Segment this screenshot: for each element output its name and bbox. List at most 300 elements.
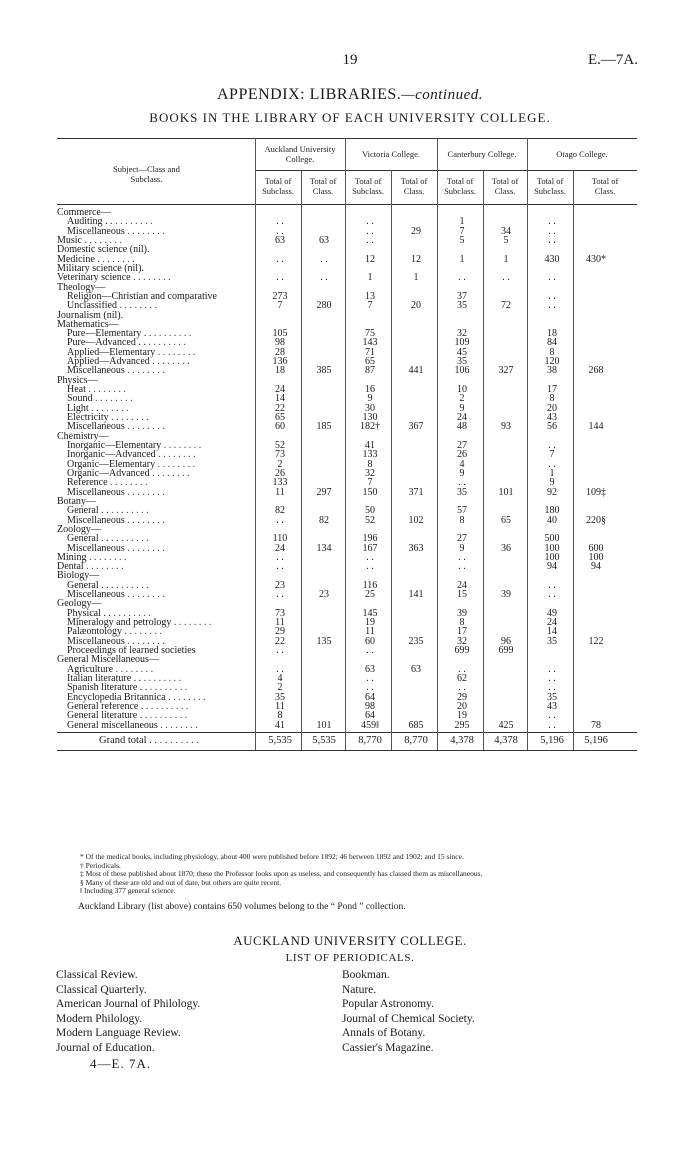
cell-value: 8 [549,393,555,405]
cell-value: 32 [457,328,467,340]
cell-value: . . [276,514,284,526]
cell-value: 9 [459,467,465,479]
row-label: General literature . . . . [57,711,255,721]
cell-value: 87 [365,365,375,377]
cell-value: 11 [275,486,285,498]
cell-value: 1 [459,216,465,228]
cell-value: 430 [544,253,560,265]
row-label: Unclassified . . [57,301,255,311]
cell-value: 25 [365,589,375,601]
cell-value: 8,770 [404,735,428,746]
cell-value: 109 [454,337,470,349]
table-title: BOOKS IN THE LIBRARY OF EACH UNIVERSITY COLLEGE. [149,110,551,125]
cell-value: 699 [454,645,470,657]
cell-value: 8 [549,346,555,358]
row-label: Auditing . . . . [57,217,255,227]
row-label: Military science (nil). [57,263,144,274]
college-name-line1: Auckland University [264,144,336,154]
cell-value: 29 [275,626,285,638]
cell-value: 30 [365,402,375,414]
cell-value: . . [366,216,374,228]
cell-value: . . [458,561,466,573]
cell-value: 430* [586,253,606,265]
cell-value: 24 [547,617,557,629]
cell-value: 2 [459,393,465,405]
cell-value: . . [548,663,556,675]
periodical-item: Modern Philology. [56,1012,143,1025]
cell-value: 36 [501,542,511,554]
cell-value: 84 [547,337,557,349]
row-label: Grand total . . . . [57,736,255,746]
cell-value: 385 [316,365,332,377]
periodical-item: Nature. [342,983,377,996]
cell-value: . . [458,663,466,675]
row-label: Heat . . [57,385,255,395]
cell-value: . . [366,225,374,237]
cell-value: 8 [367,458,373,470]
cell-value: 63 [319,234,329,246]
cell-value: 5 [503,234,509,246]
cell-value: 63 [365,663,375,675]
cell-value: 295 [454,719,470,731]
cell-value: 1 [459,253,465,265]
cell-value: 11 [275,617,285,629]
footnote: * Of the medical books, including physiology, about 400 were published before 1892; 46 between 1892 and 1902; and 15 since. [80,852,464,861]
cell-value: 167 [362,542,378,554]
signature-mark: 4—E. 7A. [90,1056,152,1071]
cell-value: 63 [275,234,285,246]
cell-value: 35 [457,300,467,312]
cell-value: 60 [365,635,375,647]
cell-value: 180 [544,505,560,517]
cell-value: . . [458,682,466,694]
cell-value: 96 [501,635,511,647]
cell-value: 71 [365,346,375,358]
periodicals-right-list [342,968,475,1056]
subject-header-line2: Subclass. [130,174,163,184]
cell-value: 11 [365,626,375,638]
cell-value: 130 [362,412,378,424]
cell-value: 280 [316,300,332,312]
row-label: Sound . . [57,394,255,404]
cell-value: 9 [367,393,373,405]
cell-value: 20 [411,300,421,312]
periodical-item: Cassier's Magazine. [342,1041,434,1054]
cell-value: 133 [362,449,378,461]
cell-value: 8,770 [358,735,382,746]
subheader-line2: Subclass. [444,186,476,196]
cell-value: 82 [319,514,329,526]
cell-value: 75 [365,328,375,340]
cell-value: . . [366,645,374,657]
cell-value: 7 [277,300,283,312]
cell-value: 100 [544,542,560,554]
row-label: Proceedings of learned societies [67,646,196,657]
cell-value: 64 [365,710,375,722]
periodical-item: Bookman. [342,969,390,981]
cell-value: 56 [547,421,557,433]
cell-value: 29 [457,691,467,703]
cell-value: 143 [362,337,378,349]
cell-value: . . [276,589,284,601]
cell-value: . . [276,272,284,284]
cell-value: 26 [457,449,467,461]
cell-value: 1 [367,272,373,284]
cell-value: 2 [277,458,283,470]
row-label: Organic—Elementary . . [57,460,255,470]
row-label: Veterinary science . . [57,273,255,283]
college-header-otago: Otago College. [556,149,608,159]
cell-value: 39 [457,607,467,619]
cell-value: 273 [272,290,288,302]
cell-value: . . [548,710,556,722]
cell-value: 327 [498,365,514,377]
cell-value: . . [276,551,284,563]
periodical-item: Modern Language Review. [56,1027,181,1040]
cell-value: 41 [275,719,285,731]
footnote: ‡ Most of these published about 1870; these the Professor looks upon as useless, and consequently has classed them as miscellaneous. [80,869,483,878]
cell-value: 23 [275,579,285,591]
cell-value: 17 [547,384,557,396]
cell-value: 102 [408,514,424,526]
periodical-item: Annals of Botany. [342,1027,426,1040]
subheader-line2: Class. [494,186,516,196]
row-label: Miscellaneous . . [57,544,255,554]
column-subheader [437,176,483,196]
subheader-line1: Total of [536,176,564,186]
cell-value: 4 [459,458,465,470]
cell-value: 72 [501,300,511,312]
cell-value: . . [366,551,374,563]
periodical-item: Classical Review. [56,969,138,981]
cell-value: 49 [547,607,557,619]
row-label: Miscellaneous . . [57,422,255,432]
row-label: Miscellaneous . . [57,590,255,600]
cell-value: 28 [275,346,285,358]
row-label: Physics— [57,375,98,386]
cell-value: 196 [362,533,378,545]
cell-value: 5,535 [312,735,336,746]
cell-value: 7 [549,449,555,461]
periodical-item: Journal of Education. [56,1041,155,1054]
cell-value: . . [548,216,556,228]
cell-value: 52 [275,440,285,451]
cell-value: 5,196 [584,735,608,746]
row-label: General . . . . [57,534,255,544]
cell-value: 93 [501,421,511,433]
cell-value: 371 [408,486,424,498]
subheader-line2: Class. [312,186,334,196]
cell-value: 120 [544,356,560,368]
row-label: Mineralogy and petrology . . [57,618,255,628]
grand-total-row [57,736,637,746]
cell-value: 134 [316,542,332,554]
cell-value: . . [276,645,284,657]
college-header-victoria: Victoria College. [361,149,421,159]
subheader-line1: Total of [309,176,337,186]
cell-value: 133 [272,477,288,489]
cell-value: 109‡ [586,486,606,498]
cell-value: . . [548,673,556,684]
row-label: Physical . . . . [57,609,255,619]
cell-value: 35 [275,691,285,703]
cell-value: 22 [275,402,285,414]
college-header-auckland [255,144,345,164]
periodicals-left-list [56,968,200,1056]
cell-value: 73 [275,607,285,619]
cell-value: 92 [547,486,557,498]
cell-value: 5,196 [540,735,564,746]
cell-value: 50 [365,505,375,517]
column-subheader [573,176,637,196]
cell-value: 116 [362,579,378,591]
cell-value: 4,378 [450,735,474,746]
cell-value: 98 [275,337,285,349]
footnote: † Periodicals. [80,860,121,870]
column-subheader [345,176,391,196]
periodicals-subtitle: LIST OF PERIODICALS. [285,952,415,964]
cell-value: 27 [457,440,467,451]
periodical-item: Popular Astronomy. [342,998,434,1011]
cell-value: 110 [272,533,288,545]
cell-value: 18 [547,328,557,340]
row-label: Botany— [57,496,96,507]
cell-value: 20 [457,700,467,712]
cell-value: 39 [501,589,511,601]
cell-value: 65 [501,514,511,526]
cell-value: . . [548,440,556,451]
cell-value: 105 [272,328,288,340]
cell-value: . . [548,458,556,470]
cell-value: 34 [501,225,511,237]
subheader-line1: Total of [400,176,428,186]
cell-value: 43 [547,412,557,424]
cell-value: 122 [588,635,604,647]
row-label: Organic—Advanced . . [57,469,255,479]
cell-value: 27 [457,533,467,545]
cell-value: 10 [457,384,467,396]
cell-value: 52 [365,514,375,526]
cell-value: . . [320,272,328,284]
row-label: Miscellaneous . . [57,366,255,376]
cell-value: 363 [408,542,424,554]
cell-value: . . [366,234,374,246]
cell-value: 685 [408,719,424,731]
college-header-canterbury: Canterbury College. [447,149,517,159]
row-label: General miscellaneous . . [57,721,255,731]
cell-value: 24 [275,542,285,554]
column-subheader [483,176,527,196]
row-label: Theology— [57,282,106,293]
cell-value: 101 [498,486,514,498]
cell-value: 14 [547,626,557,638]
cell-value: 15 [457,589,467,601]
cell-value: 40 [547,514,557,526]
cell-value: 136 [272,356,288,368]
row-label: Reference . . [57,478,255,488]
pond-note: Auckland Library (list above) contains 650 volumes belong to the “ Pond ” collection. [78,902,406,912]
cell-value: 13 [365,290,375,302]
cell-value: 4,378 [494,735,518,746]
periodical-item: American Journal of Philology. [56,998,201,1011]
cell-value: 1 [549,467,555,479]
row-label: Biology— [57,571,100,582]
cell-value: 32 [457,635,467,647]
cell-value: 19 [457,710,467,722]
cell-value: 24 [457,412,467,424]
cell-value: 57 [457,505,467,517]
row-label: Light . . [57,404,255,414]
cell-value: 297 [316,486,332,498]
row-label: General Miscellaneous— [57,655,159,666]
subject-header-line1: Subject—Class and [113,164,180,174]
row-label: Inorganic—Advanced . . [57,450,255,460]
cell-value: 19 [365,617,375,629]
cell-value: 7 [459,225,465,237]
cell-value: 4 [277,673,283,684]
row-label: Pure—Elementary . . . . [57,329,255,339]
cell-value: 101 [316,719,332,731]
cell-value: . . [548,579,556,591]
periodical-item: Classical Quarterly. [56,983,147,996]
cell-value: . . [548,589,556,601]
row-label: Zoology— [57,524,101,535]
row-label: General reference . . . . [57,702,255,712]
cell-value: . . [548,225,556,237]
cell-value: 65 [275,412,285,424]
cell-value: 9 [549,477,555,489]
subheader-line2: Class. [403,186,425,196]
cell-value: 100 [544,551,560,563]
cell-value: 12 [365,253,375,265]
cell-value: 35 [457,356,467,368]
cell-value: 45 [457,346,467,358]
subheader-line1: Total of [446,176,474,186]
cell-value: 26 [275,467,285,479]
cell-value: 48 [457,421,467,433]
subheader-line2: Subclass. [534,186,566,196]
cell-value: . . [366,673,374,684]
cell-value: 18 [275,365,285,377]
cell-value: 106 [454,365,470,377]
cell-value: . . [276,216,284,228]
cell-value: 5 [459,234,465,246]
cell-value: 145 [362,607,378,619]
row-label: Miscellaneous . . [57,516,255,526]
cell-value: 500 [544,533,560,545]
cell-value: . . [548,682,556,694]
subheader-line2: Subclass. [262,186,294,196]
row-label: Palæontology . . [57,627,255,637]
cell-value: 8 [459,617,465,629]
row-label: Medicine . . [57,255,255,265]
cell-value: 11 [275,700,285,712]
cell-value: 182† [360,421,380,433]
row-label: Applied—Elementary . . [57,348,255,358]
cell-value: . . [458,272,466,284]
cell-value: 425 [498,719,514,731]
cell-value: . . [366,682,374,694]
cell-value: . . [548,300,556,312]
row-label: Mining . . [57,553,255,563]
subheader-line1: Total of [491,176,519,186]
cell-value: 94 [547,561,557,573]
cell-value: 94 [591,561,601,573]
appendix-title-text: APPENDIX: LIBRARIES. [217,86,402,103]
cell-value: . . [458,551,466,563]
subheader-line2: Subclass. [352,186,384,196]
cell-value: 32 [365,467,375,479]
row-label: Chemistry— [57,431,109,442]
row-label: Pure—Advanced . . . . [57,338,255,348]
row-label: Encyclopedia Britannica . . [57,693,255,703]
cell-value: 144 [588,421,604,433]
cell-value: 98 [365,700,375,712]
cell-value: 5,535 [268,735,292,746]
subheader-line1: Total of [354,176,382,186]
periodical-item: Journal of Chemical Society. [342,1012,475,1025]
cell-value: 185 [316,421,332,433]
subject-header [113,164,180,184]
cell-value: 1 [503,253,509,265]
cell-value: 135 [316,635,332,647]
row-label: Italian literature . . . . [57,674,255,684]
cell-value: 62 [457,673,467,684]
cell-value: 235 [408,635,424,647]
cell-value: . . [276,253,284,265]
cell-value: 699 [498,645,514,657]
column-subheader [527,176,573,196]
cell-value: . . [366,561,374,573]
row-label: Agriculture . . [57,665,255,675]
row-label: Miscellaneous . . [57,637,255,647]
row-label: Domestic science (nil). [57,245,150,256]
cell-value: . . [548,272,556,284]
cell-value: 35 [547,691,557,703]
cell-value: 24 [275,384,285,396]
cell-value: 23 [319,589,329,601]
cell-value: 73 [275,449,285,461]
cell-value: 9 [459,402,465,414]
cell-value: 7 [367,477,373,489]
cell-value: 100 [588,551,604,563]
row-label: Miscellaneous . . [57,227,255,237]
row-label: General . . . . [57,506,255,516]
cell-value: 1 [413,272,419,284]
subheader-line1: Total of [264,176,292,186]
cell-value: 35 [457,486,467,498]
subheader-line1: Total of [591,176,619,186]
cell-value: . . [276,561,284,573]
cell-value: 17 [457,626,467,638]
row-label: Music . . [57,236,255,246]
cell-value: 8 [277,710,283,722]
cell-value: 220§ [586,514,606,526]
document-reference: E.—7A. [588,52,638,68]
row-label: Religion—Christian and comparative [67,291,217,302]
cell-value: 35 [547,635,557,647]
row-label: Mathematics— [57,319,119,330]
cell-value: 24 [457,579,467,591]
cell-value: . . [276,663,284,675]
column-subheader [301,176,345,196]
cell-value: 38 [547,365,557,377]
cell-value: 82 [275,505,285,517]
column-subheader [255,176,301,196]
periodicals-title: AUCKLAND UNIVERSITY COLLEGE. [233,933,467,948]
appendix-title-suffix: —continued. [401,87,483,103]
row-label: Electricity . . [57,413,255,423]
